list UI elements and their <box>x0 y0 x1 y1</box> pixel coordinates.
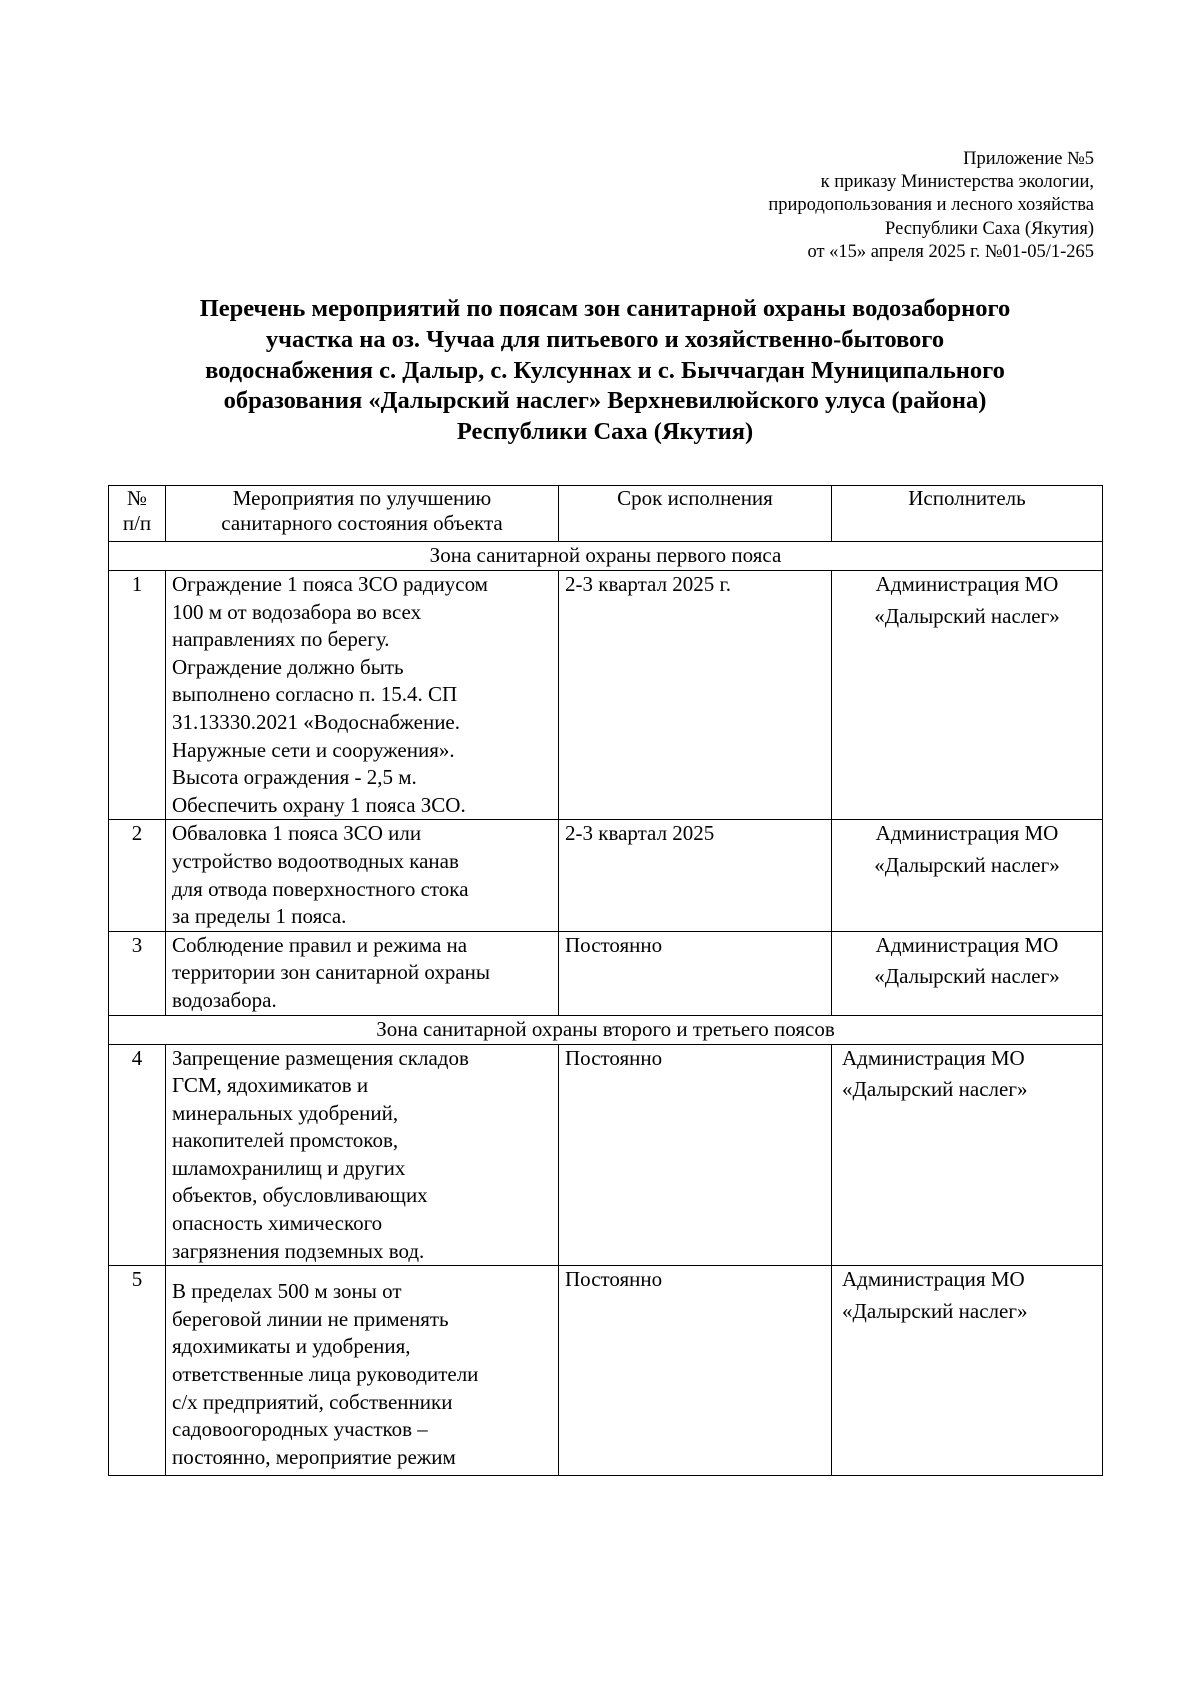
measures-table <box>108 485 1103 1476</box>
table-row <box>109 1044 1103 1266</box>
row-number: 1 <box>109 571 166 820</box>
executor-cell: Администрация МО «Далырский наслег» <box>832 1266 1103 1476</box>
column-header-term: Срок исполнения <box>559 486 832 542</box>
row-number: 3 <box>109 931 166 1015</box>
term-cell: Постоянно <box>559 1044 832 1266</box>
appendix-order-line: к приказу Министерства экологии, <box>820 172 1094 193</box>
measure-cell: В пределах 500 м зоны от береговой линии не применять ядохимикаты и удобрения, ответственные лица руководители с/х предприятий, собственники садовоогородных участков – постоянно, мероприятие режим <box>166 1266 559 1476</box>
table-header-row <box>109 486 1103 542</box>
executor-cell: Администрация МО «Далырский наслег» <box>832 931 1103 1015</box>
measure-cell: Ограждение 1 пояса ЗСО радиусом 100 м от водозабора во всех направлениях по берегу. Ограждение должно быть выполнено согласно п. 15.4. СП 31.13330.2021 «Водоснабжение. Наружные сети и сооружения». Высота ограждения - 2,5 м. Обеспечить охрану 1 пояса ЗСО. <box>166 571 559 820</box>
executor-cell: Администрация МО «Далырский наслег» <box>832 1044 1103 1266</box>
table-row <box>109 571 1103 820</box>
executor-cell: Администрация МО «Далырский наслег» <box>832 820 1103 931</box>
row-number: 5 <box>109 1266 166 1476</box>
title-line: Перечень мероприятий по поясам зон санитарной охраны водозаборного <box>199 295 1011 322</box>
column-header-number: № п/п <box>109 486 166 542</box>
zone-heading: Зона санитарной охраны второго и третьего поясов <box>109 1015 1103 1044</box>
measure-cell: Соблюдение правил и режима на территории зон санитарной охраны водозабора. <box>166 931 559 1015</box>
title-line: участка на оз. Чучаа для питьевого и хозяйственно-бытового <box>265 325 945 353</box>
title-line: образования «Далырский наслег» Верхневилюйского улуса (района) <box>223 387 987 415</box>
row-number: 2 <box>109 820 166 931</box>
appendix-date-line: от «15» апреля 2025 г. №01-05/1-265 <box>807 241 1094 262</box>
document-title <box>108 294 1102 448</box>
appendix-number: Приложение №5 <box>963 149 1094 169</box>
zone-heading-row <box>109 542 1103 571</box>
measure-cell: Запрещение размещения складов ГСМ, ядохимикатов и минеральных удобрений, накопителей промстоков, шламохранилищ и других объектов, обусловливающих опасность химического загрязнения подземных вод. <box>166 1044 559 1266</box>
term-cell: 2-3 квартал 2025 г. <box>559 571 832 820</box>
appendix-republic-line: Республики Саха (Якутия) <box>885 218 1094 239</box>
term-cell: Постоянно <box>559 931 832 1015</box>
appendix-ministry-line: природопользования и лесного хозяйства <box>768 195 1094 216</box>
zone-heading: Зона санитарной охраны первого пояса <box>109 542 1103 571</box>
measure-cell: Обваловка 1 пояса ЗСО или устройство водоотводных канав для отвода поверхностного стока за пределы 1 пояса. <box>166 820 559 931</box>
title-line: водоснабжения с. Далыр, с. Кулсуннах и с. Быччагдан Муниципального <box>205 356 1005 384</box>
executor-cell: Администрация МО «Далырский наслег» <box>832 571 1103 820</box>
term-cell: Постоянно <box>559 1266 832 1476</box>
appendix-header <box>600 148 1094 264</box>
title-line: Республики Саха (Якутия) <box>456 418 754 446</box>
column-header-executor: Исполнитель <box>832 486 1103 542</box>
column-header-measure: Мероприятия по улучшению санитарного состояния объекта <box>166 486 559 542</box>
table-row <box>109 820 1103 931</box>
term-cell: 2-3 квартал 2025 <box>559 820 832 931</box>
table-row <box>109 931 1103 1015</box>
table-row <box>109 1266 1103 1476</box>
zone-heading-row <box>109 1015 1103 1044</box>
row-number: 4 <box>109 1044 166 1266</box>
